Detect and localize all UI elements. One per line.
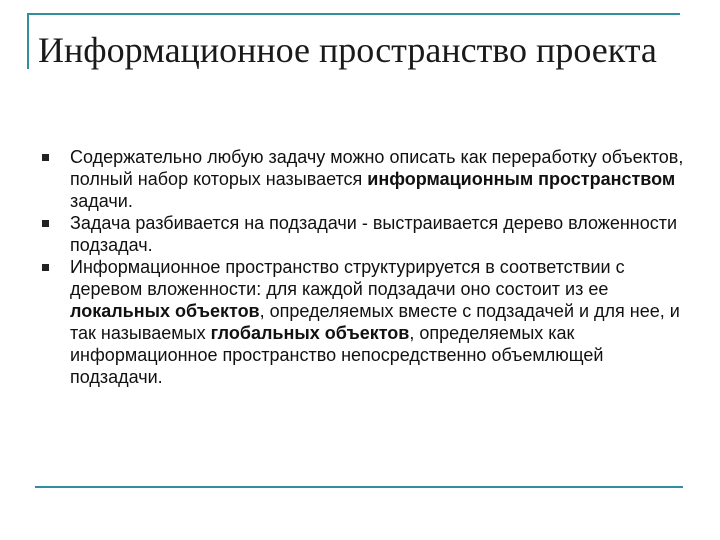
- bullet-text-segment: задачи.: [70, 191, 133, 211]
- square-bullet-icon: [42, 264, 49, 271]
- bullet-text-segment: , определяемых как информационное пространство непосредственно объемлющей подзадачи.: [70, 323, 604, 387]
- bullet-text: [70, 257, 680, 387]
- bold-term: локальных объектов: [70, 301, 260, 321]
- bullet-text-segment: Информационное пространство структурируется в соответствии с деревом вложенности: для каждой подзадачи оно состоит из ее: [70, 257, 625, 299]
- square-bullet-icon: [42, 220, 49, 227]
- bullet-text-segment: Задача разбивается на подзадачи - выстраивается дерево вложенности подзадач.: [70, 213, 678, 255]
- slide-frame-top-line: [27, 13, 680, 15]
- bullet-item-3: [42, 256, 692, 388]
- bullet-text-segment: , определяемых вместе с подзадачей и для нее, и так называемых: [70, 301, 680, 343]
- bullet-item-2: [42, 212, 692, 256]
- slide-frame-bottom-line: [35, 486, 683, 488]
- bullet-text: [70, 147, 683, 211]
- square-bullet-icon: [42, 154, 49, 161]
- bold-term: информационным пространством: [367, 169, 676, 189]
- slide-title: Информационное пространство проекта: [38, 30, 657, 70]
- bullet-text: [70, 213, 677, 255]
- bullet-item-1: [42, 146, 692, 212]
- bullet-list: [42, 146, 692, 388]
- slide-frame-left-line: [27, 13, 29, 69]
- bold-term: глобальных объектов: [210, 323, 410, 343]
- bullet-text-segment: Содержательно любую задачу можно описать как переработку объектов, полный набор которых называется: [70, 147, 684, 189]
